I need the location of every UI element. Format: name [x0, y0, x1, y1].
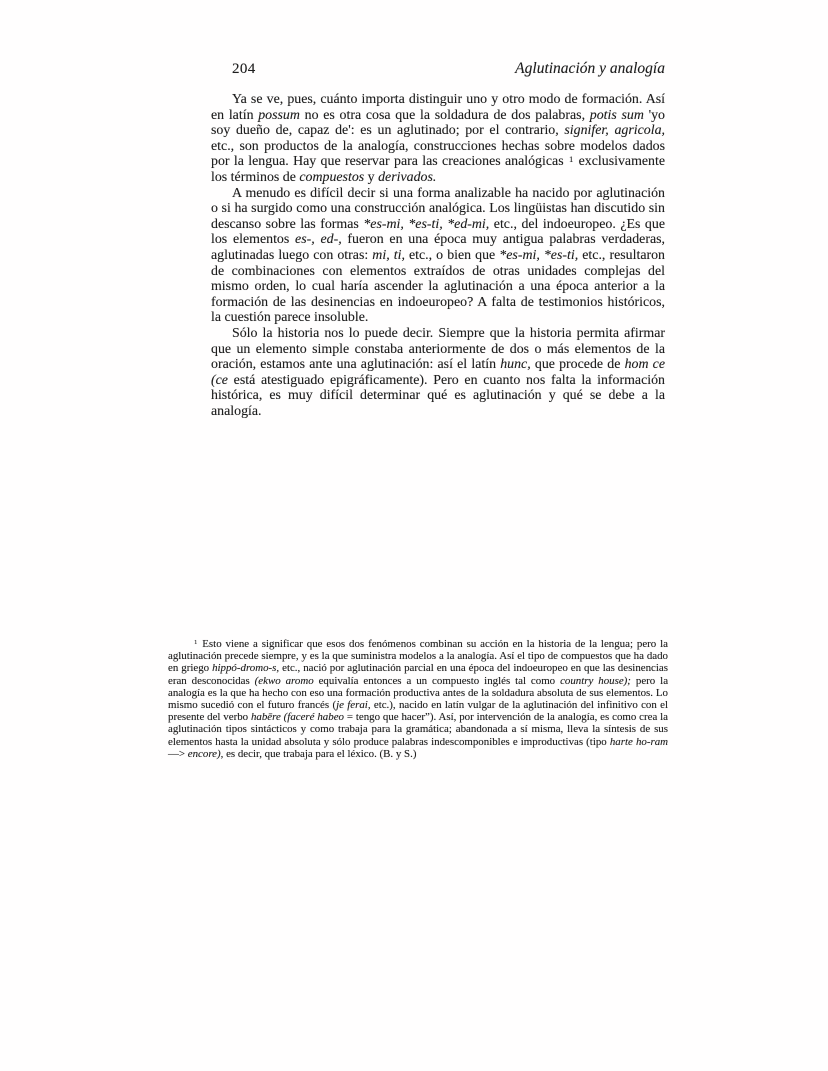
body-paragraph-1: Ya se ve, pues, cuánto importa distinguir uno y otro modo de formación. Así en latín possum no es otra cosa que la soldadura de dos palabras, potis sum 'yo soy dueño de, capaz de': es un aglutinado; por el contrario, signifer, agricola, etc., son productos de la analogía, construcciones hechas sobre modelos dados por la lengua. Hay que reservar para las creaciones analógicas $^1$ exclusivamente los términos de compuestos y derivados. — [211, 92, 666, 185]
body-paragraph-2: A menudo es difícil decir si una forma analizable ha nacido por aglutinación o si ha surgido como una construcción analógica. Los lingüistas han discutido sin descanso sobre las formas *es-mi, *es-ti, *ed-mi, etc., del indoeuropeo. ¿Es que los elementos es-, ed-, fueron en una época muy antigua palabras verdaderas, aglutinadas luego con otras: mi, ti, etc., o bien que *es-mi, *es-ti, etc., resultaron de combinaciones con elementos extraídos de otras unidades complejas del mismo orden, lo cual haría ascender la aglutinación a una época anterior a la formación de las desinencias en indoeuropeo? A falta de testimonios históricos, la cuestión parece insoluble. — [211, 185, 666, 326]
page-number: 204 — [232, 61, 256, 77]
footnote-1: $^1$ Esto viene a significar que esos dos fenómenos combinan su acción en la historia de la lengua; pero la aglutinación precede siempre, y es la que suministra modelos a la analogía. Así el tipo de compuestos que ha dado en griego hippó-dromo-s, etc., nació por aglutinación parcial en una época del indoeuropeo en que las desinencias eran desconocidas (ekwo aromo equivalía entonces a un compuesto inglés tal como country house); pero la analogía es la que ha hecho con eso una formación productiva antes de la soldadura absoluta de sus elementos. Lo mismo sucedió con el futuro francés (je ferai, etc.), nacido en latín vulgar de la aglutinación del infinitivo con el presente del verbo habēre (faceré habeo = tengo que hacer”). Así, por intervención de la analogía, es como crea la aglutinación tipos sintácticos y como trabaja para la gramática; abandonada a sí misma, lleva la síntesis de sus elementos hasta la unidad absoluta y sólo produce palabras indescomponibles e improductivas (tipo harte ho-ram —> encore), es decir, que trabaja para el léxico. (B. y S.) — [168, 638, 669, 760]
body-paragraph-3: Sólo la historia nos lo puede decir. Siempre que la historia permita afirmar que un elemento simple constaba anteriormente de dos o más elementos de la oración, estamos ante una aglutinación: así el latín hunc, que procede de hom ce (ce está atestiguado epigráficamente). Pero en cuanto nos falta la información histórica, es muy difícil determinar qué es aglutinación y qué se debe a la analogía. — [211, 325, 665, 419]
body-text-block — [211, 92, 665, 419]
page-header — [211, 60, 665, 78]
running-title: Aglutinación y analogía — [515, 60, 665, 77]
footnote-block — [168, 638, 668, 760]
